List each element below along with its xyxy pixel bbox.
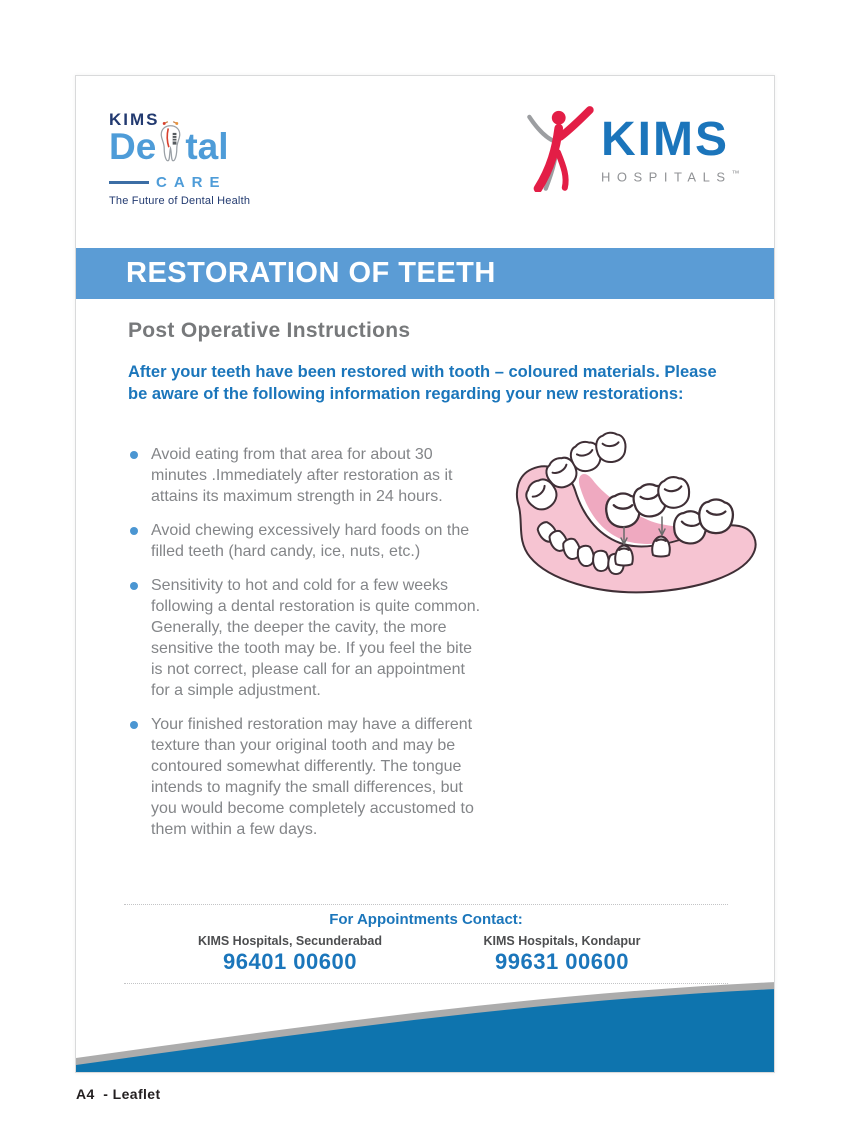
section-heading: Post Operative Instructions (128, 319, 411, 342)
location-phone: 99631 00600 (495, 949, 629, 974)
dental-tagline: The Future of Dental Health (109, 195, 251, 207)
list-item (128, 575, 500, 701)
kims-hospitals-logo (519, 104, 740, 197)
appointments-section (124, 904, 728, 984)
leaflet-page (75, 75, 775, 1073)
title-banner (76, 248, 775, 299)
list-item (128, 444, 500, 507)
bullet-icon (130, 721, 138, 729)
list-item (128, 520, 500, 562)
bullet-icon (130, 582, 138, 590)
bullet-text: Your finished restoration may have a different texture than your original tooth and may be contoured somewhat differently. The tongue intends to magnify the small differences, but you would become completely accustomed to them within a few days. (151, 716, 474, 838)
location-name: KIMS Hospitals, Secunderabad (197, 934, 383, 948)
hospitals-subtitle-text: HOSPITALS (601, 169, 732, 185)
dental-word-start: De (109, 126, 157, 167)
instruction-list (128, 444, 500, 853)
dental-care-row (109, 174, 259, 191)
location-phone: 96401 00600 (223, 949, 357, 974)
bullet-text: Avoid chewing excessively hard foods on the filled teeth (hard candy, ice, nuts, etc.) (151, 522, 470, 560)
trademark-symbol: ™ (731, 169, 740, 179)
care-label: CARE (156, 174, 227, 191)
dental-care-logo (109, 110, 259, 207)
bullet-icon (130, 451, 138, 459)
list-item (128, 714, 500, 840)
wave-graphic (76, 974, 775, 1072)
jaw-illustration (504, 429, 766, 607)
location-name: KIMS Hospitals, Kondapur (483, 934, 641, 948)
bullet-icon (130, 527, 138, 535)
tooth-icon (157, 116, 184, 172)
hospitals-brand: KIMS (601, 113, 729, 167)
bullet-text: Sensitivity to hot and cold for a few weeks following a dental restoration is quite common. Generally, the deeper the cavity, the more sensitive the tooth may be. If you feel the bite is not correct, please call for an appointment for a simple adjustment. (151, 577, 481, 699)
dental-logo-wordmark (109, 128, 259, 172)
appointments-heading: For Appointments Contact: (329, 911, 523, 928)
dental-word-end: tal (185, 126, 229, 167)
format-label: A4 - Leaflet (76, 1086, 161, 1102)
appointments-row (124, 934, 728, 975)
hospitals-subtitle (601, 169, 740, 184)
care-line (109, 181, 149, 184)
bullet-text: Avoid eating from that area for about 30 minutes .Immediately after restoration as it attains its maximum strength in 24 hours. (151, 446, 453, 505)
intro-paragraph: After your teeth have been restored with tooth – coloured materials. Please be aware of the following information regarding your new restorations: (128, 363, 717, 403)
appointment-location (180, 934, 400, 975)
hospitals-logo-text (601, 113, 740, 185)
appointment-location (452, 934, 672, 975)
dental-logo-brand: KIMS (109, 110, 160, 129)
kims-figure-icon (519, 104, 595, 197)
page-title: RESTORATION OF TEETH (126, 257, 496, 289)
